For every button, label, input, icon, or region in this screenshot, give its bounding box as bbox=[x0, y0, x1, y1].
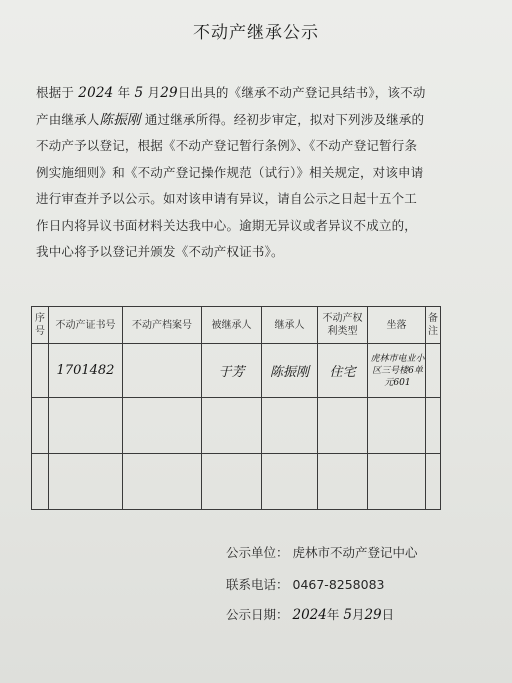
table-cell bbox=[262, 454, 318, 510]
publisher-name: 虎林市不动产登记中心 bbox=[292, 545, 418, 560]
table-row bbox=[32, 344, 441, 398]
table-cell bbox=[318, 454, 368, 510]
table-cell bbox=[123, 454, 202, 510]
notice-text-3: 月 bbox=[147, 85, 161, 100]
publisher-label: 公示单位： bbox=[226, 545, 289, 560]
table-cell bbox=[426, 398, 441, 454]
notice-text-2: 年 bbox=[117, 85, 131, 100]
table-cell bbox=[262, 398, 318, 454]
handwritten-date-year: 2024 bbox=[292, 607, 327, 623]
header-remarks: 备注 bbox=[426, 307, 441, 344]
table-cell bbox=[123, 344, 202, 398]
table-cell bbox=[368, 398, 426, 454]
handwritten-heir-name: 陈振刚 bbox=[99, 111, 141, 128]
header-right-type: 不动产权利类型 bbox=[318, 307, 368, 344]
table-cell: 1701482 bbox=[49, 344, 123, 398]
publisher-line bbox=[226, 543, 418, 561]
header-heir: 继承人 bbox=[262, 307, 318, 344]
handwritten-day: 29 bbox=[160, 85, 178, 101]
table-row bbox=[32, 454, 441, 510]
table-cell bbox=[32, 398, 49, 454]
table-cell bbox=[318, 398, 368, 454]
handwritten-date-day: 29 bbox=[364, 607, 382, 623]
date-text-month: 月 bbox=[351, 607, 365, 622]
property-table bbox=[31, 306, 441, 510]
table-cell bbox=[32, 344, 49, 398]
notice-text-4: 日出具的《继承不动产登记具结书》，该不动产由继承人 bbox=[36, 85, 426, 127]
table-cell bbox=[202, 398, 262, 454]
table-cell bbox=[32, 454, 49, 510]
notice-paragraph bbox=[36, 80, 428, 266]
phone-number: 0467-8258083 bbox=[292, 577, 385, 592]
handwritten-month: 5 bbox=[134, 85, 144, 101]
table-cell bbox=[426, 454, 441, 510]
table-cell bbox=[49, 454, 123, 510]
table-cell bbox=[49, 398, 123, 454]
date-line bbox=[226, 605, 394, 623]
page-title: 不动产继承公示 bbox=[193, 23, 319, 43]
table-cell: 陈振刚 bbox=[262, 344, 318, 398]
handwritten-date-month: 5 bbox=[343, 607, 352, 623]
header-decedent: 被继承人 bbox=[202, 307, 262, 344]
table-cell: 于芳 bbox=[202, 344, 262, 398]
table-cell bbox=[426, 344, 441, 398]
table-cell: 住宅 bbox=[318, 344, 368, 398]
header-serial: 序号 bbox=[32, 307, 49, 344]
table-cell bbox=[368, 454, 426, 510]
table-cell bbox=[123, 398, 202, 454]
table-cell: 虎林市电业小区三号楼6单元601 bbox=[368, 344, 426, 398]
notice-text-1: 根据于 bbox=[36, 85, 75, 100]
header-location: 坐落 bbox=[368, 307, 426, 344]
phone-label: 联系电话： bbox=[226, 577, 289, 592]
notice-text-5: 通过继承所得。经初步审定，拟对下列涉及继承的不动产予以登记，根据《不动产登记暂行条例》、《不动产登记暂行条例实施细则》和《不动产登记操作规范（试行）》相关规定，对该申请进行审查并予以公示。如对该申请有异议，请自公示之日起十五个工作日内将异议书面材料关达我中心。逾期无异议或者异议不成立的，我中心将予以登记并颁发《不动产权证书》。 bbox=[36, 111, 425, 259]
header-certificate-no: 不动产证书号 bbox=[49, 307, 123, 344]
header-archive-no: 不动产档案号 bbox=[123, 307, 202, 344]
date-label: 公示日期： bbox=[226, 607, 289, 622]
phone-line bbox=[226, 575, 385, 593]
table-row bbox=[32, 398, 441, 454]
handwritten-year: 2024 bbox=[78, 85, 114, 101]
table-header-row bbox=[32, 307, 441, 344]
date-text-year: 年 bbox=[326, 607, 340, 622]
date-text-day: 日 bbox=[381, 607, 395, 622]
table-cell bbox=[202, 454, 262, 510]
